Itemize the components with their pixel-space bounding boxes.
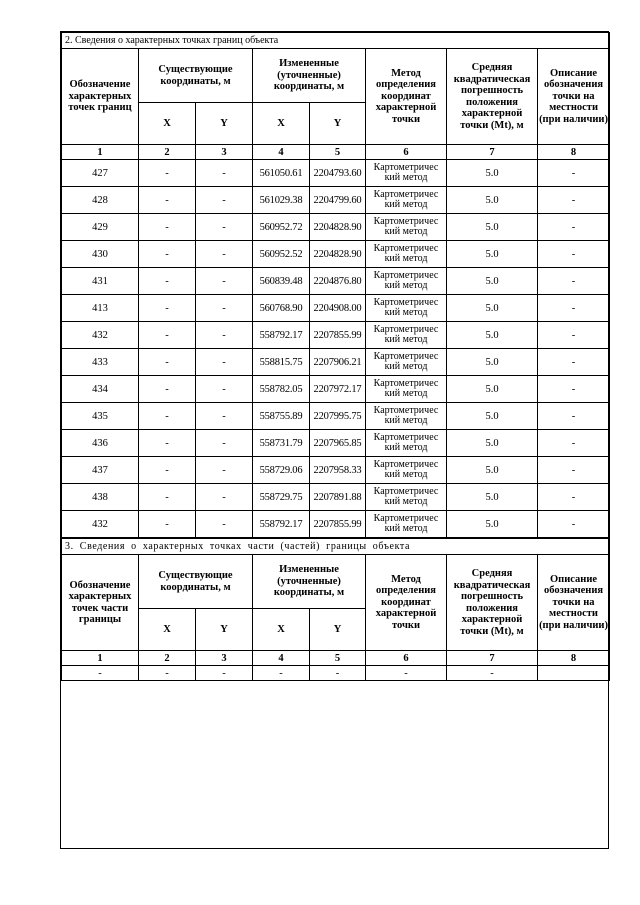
section2-title-row [62, 33, 610, 49]
method-cell: Картометричес кий метод [366, 349, 447, 376]
description-cell: - [538, 160, 610, 187]
changed-y-cell: 2204908.00 [310, 295, 366, 322]
existing-y-cell: - [196, 295, 253, 322]
header-error: Средняя квадратическая погрешность положения характерной точки (Mt), м [447, 49, 538, 145]
changed-x-cell: 560768.90 [253, 295, 310, 322]
changed-x-cell: 558815.75 [253, 349, 310, 376]
existing-x-cell: - [139, 666, 196, 681]
column-number: 8 [538, 145, 610, 160]
error-cell: 5.0 [447, 484, 538, 511]
table-row [62, 376, 610, 403]
column-number: 7 [447, 145, 538, 160]
existing-x-cell: - [139, 403, 196, 430]
error-cell: 5.0 [447, 295, 538, 322]
changed-x-cell: 561050.61 [253, 160, 310, 187]
existing-y-cell: - [196, 484, 253, 511]
section3-title-row [62, 539, 610, 555]
header-changed: Измененные (уточненные) координаты, м [253, 555, 366, 609]
changed-x-cell: 558729.06 [253, 457, 310, 484]
header-designation: Обозначение характерных точек границ [62, 49, 139, 145]
point-cell: 438 [62, 484, 139, 511]
column-number: 3 [196, 651, 253, 666]
column-number: 1 [62, 651, 139, 666]
header-error: Средняя квадратическая погрешность положения характерной точки (Mt), м [447, 555, 538, 651]
error-cell: 5.0 [447, 403, 538, 430]
changed-y-cell: 2207958.33 [310, 457, 366, 484]
error-cell: 5.0 [447, 160, 538, 187]
changed-y-cell: 2207855.99 [310, 322, 366, 349]
table-row [62, 511, 610, 538]
changed-y-cell: 2207972.17 [310, 376, 366, 403]
error-cell: 5.0 [447, 268, 538, 295]
error-cell: 5.0 [447, 214, 538, 241]
point-cell: 427 [62, 160, 139, 187]
existing-x-cell: - [139, 376, 196, 403]
table-row [62, 403, 610, 430]
changed-y-cell: 2204793.60 [310, 160, 366, 187]
header-existing: Существующие координаты, м [139, 555, 253, 609]
existing-y-cell: - [196, 457, 253, 484]
description-cell: - [538, 187, 610, 214]
existing-y-cell: - [196, 666, 253, 681]
description-cell: - [538, 268, 610, 295]
changed-x-cell: 558729.75 [253, 484, 310, 511]
header-existing-y: Y [196, 103, 253, 145]
error-cell: 5.0 [447, 322, 538, 349]
table-row [62, 484, 610, 511]
column-number: 6 [366, 651, 447, 666]
existing-y-cell: - [196, 430, 253, 457]
column-number: 2 [139, 651, 196, 666]
description-cell: - [538, 403, 610, 430]
existing-x-cell: - [139, 430, 196, 457]
changed-y-cell: 2204876.80 [310, 268, 366, 295]
header-method: Метод определения координат характерной точки [366, 555, 447, 651]
changed-y-cell: 2207891.88 [310, 484, 366, 511]
description-cell: - [538, 376, 610, 403]
column-number: 5 [310, 145, 366, 160]
table-row [62, 214, 610, 241]
point-cell: 434 [62, 376, 139, 403]
changed-x-cell: 560952.72 [253, 214, 310, 241]
column-number: 5 [310, 651, 366, 666]
existing-y-cell: - [196, 403, 253, 430]
section2-title: 2. Сведения о характерных точках границ объекта [62, 33, 610, 49]
error-cell: 5.0 [447, 349, 538, 376]
changed-x-cell: 558782.05 [253, 376, 310, 403]
section3-table [61, 538, 610, 681]
changed-x-cell: 561029.38 [253, 187, 310, 214]
section3-header-row [62, 555, 610, 609]
section2-header-row [62, 49, 610, 103]
header-existing-x: X [139, 103, 196, 145]
table-row [62, 666, 610, 681]
column-number: 8 [538, 651, 610, 666]
method-cell: Картометричес кий метод [366, 214, 447, 241]
existing-y-cell: - [196, 349, 253, 376]
header-method: Метод определения координат характерной точки [366, 49, 447, 145]
section3-body [62, 666, 610, 681]
changed-x-cell: 558731.79 [253, 430, 310, 457]
table-row [62, 295, 610, 322]
existing-y-cell: - [196, 511, 253, 538]
error-cell: 5.0 [447, 241, 538, 268]
changed-y-cell: 2207906.21 [310, 349, 366, 376]
table-row [62, 241, 610, 268]
existing-x-cell: - [139, 322, 196, 349]
point-cell: 432 [62, 511, 139, 538]
changed-x-cell: 560839.48 [253, 268, 310, 295]
existing-x-cell: - [139, 160, 196, 187]
table-row [62, 268, 610, 295]
changed-y-cell: 2204828.90 [310, 241, 366, 268]
error-cell: 5.0 [447, 457, 538, 484]
header-existing: Существующие координаты, м [139, 49, 253, 103]
column-number: 4 [253, 145, 310, 160]
header-description: Описание обозначения точки на местности (при наличии) [538, 555, 610, 651]
section2-table [61, 32, 610, 538]
point-cell: 413 [62, 295, 139, 322]
header-changed: Измененные (уточненные) координаты, м [253, 49, 366, 103]
point-cell: 429 [62, 214, 139, 241]
header-description: Описание обозначения точки на местности (при наличии) [538, 49, 610, 145]
existing-x-cell: - [139, 214, 196, 241]
error-cell: - [447, 666, 538, 681]
description-cell: - [538, 214, 610, 241]
error-cell: 5.0 [447, 430, 538, 457]
description-cell: - [538, 241, 610, 268]
point-cell: 430 [62, 241, 139, 268]
table-row [62, 457, 610, 484]
method-cell: - [366, 666, 447, 681]
section3-column-numbers [62, 651, 610, 666]
section2-column-numbers [62, 145, 610, 160]
changed-y-cell: - [310, 666, 366, 681]
existing-y-cell: - [196, 322, 253, 349]
existing-x-cell: - [139, 349, 196, 376]
existing-y-cell: - [196, 241, 253, 268]
header-changed-y: Y [310, 609, 366, 651]
changed-y-cell: 2204828.90 [310, 214, 366, 241]
header-existing-y: Y [196, 609, 253, 651]
changed-x-cell: - [253, 666, 310, 681]
existing-x-cell: - [139, 187, 196, 214]
table-row [62, 187, 610, 214]
column-number: 1 [62, 145, 139, 160]
description-cell: - [538, 457, 610, 484]
changed-x-cell: 558792.17 [253, 322, 310, 349]
existing-y-cell: - [196, 214, 253, 241]
column-number: 4 [253, 651, 310, 666]
error-cell: 5.0 [447, 511, 538, 538]
description-cell: - [538, 430, 610, 457]
column-number: 6 [366, 145, 447, 160]
method-cell: Картометричес кий метод [366, 457, 447, 484]
description-cell: - [538, 295, 610, 322]
existing-x-cell: - [139, 511, 196, 538]
column-number: 7 [447, 651, 538, 666]
changed-x-cell: 558755.89 [253, 403, 310, 430]
existing-x-cell: - [139, 484, 196, 511]
point-cell: 432 [62, 322, 139, 349]
method-cell: Картометричес кий метод [366, 241, 447, 268]
header-existing-x: X [139, 609, 196, 651]
point-cell: 435 [62, 403, 139, 430]
header-changed-x: X [253, 609, 310, 651]
document-frame [60, 31, 609, 849]
description-cell: - [538, 511, 610, 538]
method-cell: Картометричес кий метод [366, 322, 447, 349]
existing-x-cell: - [139, 457, 196, 484]
table-row [62, 349, 610, 376]
point-cell: 437 [62, 457, 139, 484]
existing-x-cell: - [139, 295, 196, 322]
existing-y-cell: - [196, 160, 253, 187]
error-cell: 5.0 [447, 376, 538, 403]
header-designation: Обозначение характерных точек части границы [62, 555, 139, 651]
method-cell: Картометричес кий метод [366, 295, 447, 322]
changed-x-cell: 560952.52 [253, 241, 310, 268]
point-cell: - [62, 666, 139, 681]
description-cell: - [538, 322, 610, 349]
header-changed-y: Y [310, 103, 366, 145]
existing-x-cell: - [139, 241, 196, 268]
table-row [62, 160, 610, 187]
description-cell: - [538, 484, 610, 511]
point-cell: 428 [62, 187, 139, 214]
changed-x-cell: 558792.17 [253, 511, 310, 538]
table-row [62, 430, 610, 457]
existing-x-cell: - [139, 268, 196, 295]
description-cell [538, 666, 610, 681]
column-number: 2 [139, 145, 196, 160]
header-changed-x: X [253, 103, 310, 145]
method-cell: Картометричес кий метод [366, 376, 447, 403]
table-row [62, 322, 610, 349]
method-cell: Картометричес кий метод [366, 187, 447, 214]
method-cell: Картометричес кий метод [366, 268, 447, 295]
point-cell: 433 [62, 349, 139, 376]
section2-body [62, 160, 610, 538]
changed-y-cell: 2207995.75 [310, 403, 366, 430]
description-cell: - [538, 349, 610, 376]
existing-y-cell: - [196, 187, 253, 214]
error-cell: 5.0 [447, 187, 538, 214]
section3-title: 3. Сведения о характерных точках части (частей) границы объекта [62, 539, 610, 555]
method-cell: Картометричес кий метод [366, 160, 447, 187]
method-cell: Картометричес кий метод [366, 511, 447, 538]
method-cell: Картометричес кий метод [366, 484, 447, 511]
method-cell: Картометричес кий метод [366, 403, 447, 430]
changed-y-cell: 2207855.99 [310, 511, 366, 538]
method-cell: Картометричес кий метод [366, 430, 447, 457]
existing-y-cell: - [196, 268, 253, 295]
point-cell: 431 [62, 268, 139, 295]
point-cell: 436 [62, 430, 139, 457]
existing-y-cell: - [196, 376, 253, 403]
column-number: 3 [196, 145, 253, 160]
changed-y-cell: 2204799.60 [310, 187, 366, 214]
changed-y-cell: 2207965.85 [310, 430, 366, 457]
